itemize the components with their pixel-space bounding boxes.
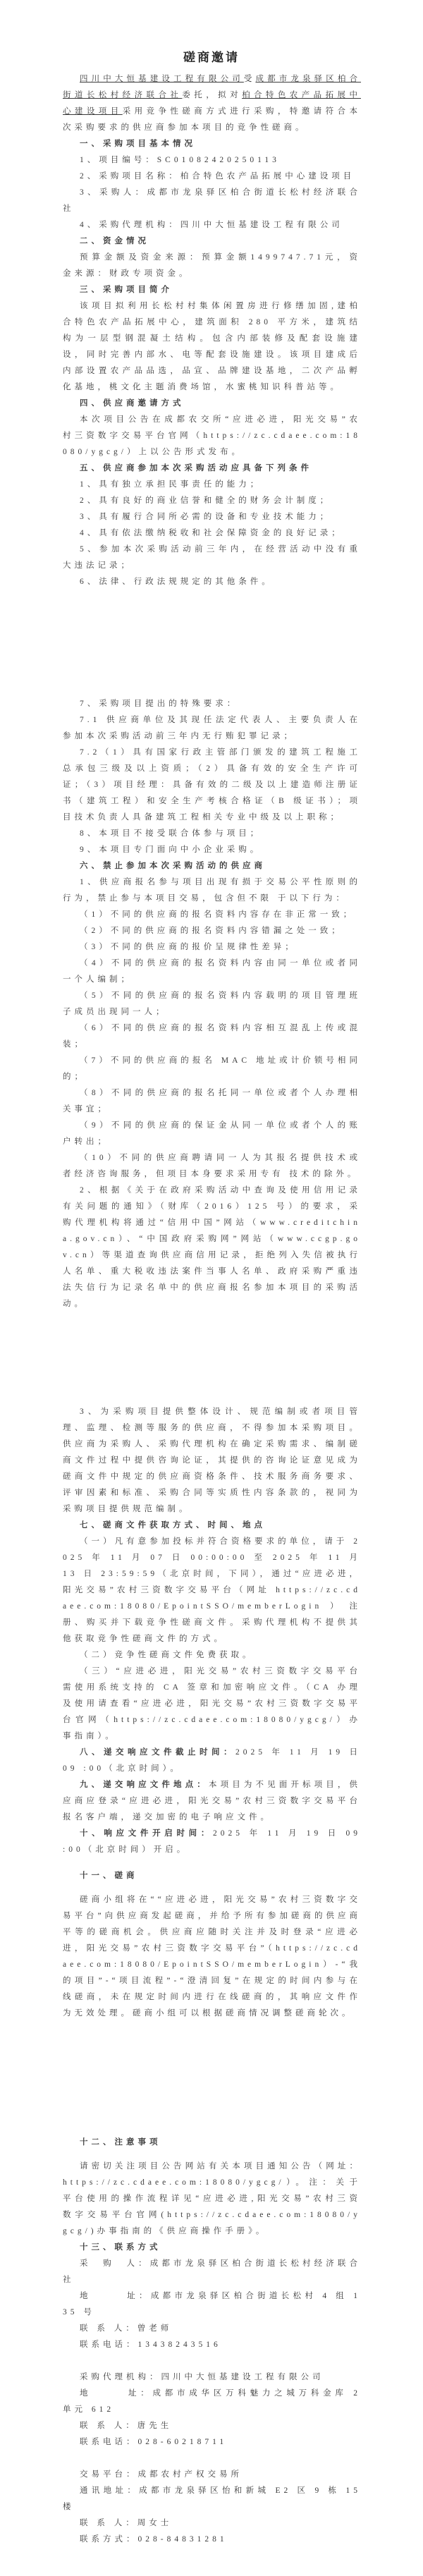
behavior-item: （1）不同的供应商的报名资料内容存在非正常一致；: [80, 910, 355, 919]
purchaser-name: 成都市龙泉驿区柏合街道长松村经济联合社: [63, 75, 362, 99]
label: 十、响应文件开启时间：: [80, 1829, 214, 1838]
label: 九、递交响应文件地点：: [80, 1781, 209, 1789]
condition-item: 1、具有独立承担民事责任的能力；: [80, 480, 262, 489]
project-number: 1、项目编号：SC01082420250113: [80, 156, 280, 164]
condition-item: 5、参加本次采购活动前三年内，在经营活动中没有重大违法记录；: [63, 545, 361, 570]
section-heading: 十一、磋商: [80, 1872, 138, 1880]
project-name: 柏合特色农产品拓展中心建设项目: [63, 91, 361, 116]
condition-item: 8、本项目不接受联合体参与项目；: [80, 829, 262, 838]
behavior-item: （10）不同的供应商聘请同一人为其报名提供技术或者经济咨询服务，但项目本身要求采用专有 技术的除外。: [63, 1154, 361, 1178]
intro-text: 委托，拟对: [182, 91, 243, 99]
value: 本项目为不见面开标项目，供应商应登录“应进必进，阳光交易”农村三资数字交易平台报名客户端，递交加密的电子响应文件。: [63, 1781, 362, 1821]
document-body: [63, 71, 361, 2576]
document-acquisition: （一）凡有意参加投标并符合资格要求的单位，请于 2025 年 11 月 07 日 00:00:00 至 2025 年 11 月 13 日 23:59:59（北京时间，下同），通过“应进必进，阳光交易”农村三资数字交易平台（网址 https://zc.cdaee.com:18080/EpointSSO/memberLogin）注册、购买并下载竞争性磋商文件。采购代理机构不提供其他获取竞争性磋商文件的方式。: [63, 1537, 361, 1643]
purchaser: 3、采购人：成都市龙泉驿区柏合街道长松村经济联合社: [63, 188, 361, 213]
condition-item: 7.1 供应商单位及其现任法定代表人、主要负责人在参加本次采购活动前三年内无行贿犯罪记录；: [63, 716, 361, 740]
intro-text: 采用竞争性磋商方式进行采购，特邀请符合本次采购要求的供应商参加本项目的竞争性磋商。: [63, 107, 361, 132]
contact-line: 联系方式：028-84831281: [80, 2535, 228, 2544]
budget: 预算金额及资金来源：预算金额1499747.71元，资金来源：财政专项资金。: [63, 253, 361, 278]
behavior-item: （8）不同的供应商的报名托同一单位或者个人办理相关事宜；: [63, 1089, 361, 1113]
submission-deadline: [63, 1745, 361, 1777]
value: 2025 年 11 月 19 日 09 :00（北京时间）。: [63, 1748, 361, 1773]
behavior-item: （6）不同的供应商的报名资料内容相互混乱上传或混装；: [63, 1024, 361, 1049]
behavior-list: [63, 907, 361, 1150]
behavior-item: （2）不同的供应商的报名资料内容错漏之处一致；: [80, 927, 343, 935]
contact-line: 联系电话：13438243516: [80, 2340, 221, 2349]
condition-item: 9、本项目专门面向中小企业采购。: [80, 846, 262, 854]
condition-item: 7.2（1）具有国家行政主管部门颁发的建筑工程施工总承包三级及以上资质；（2）具备有效的安全生产许可证；（3）项目经理：具备有效的二级及以上建造师注册证书（建筑工程）和安全生产考核合格证（B 级证书）；项目技术负责人具备建筑工程相关专业中级及以上职称；: [63, 748, 361, 822]
behavior-item: （7）不同的供应商的报名 MAC 地址或计价锁号相同的；: [63, 1056, 361, 1081]
behavior-item: （9）不同的供应商的保证金从同一单位或者个人的账户转出；: [63, 1121, 361, 1146]
section-heading: 三、采购项目简介: [80, 286, 173, 294]
procurement-agency: 4、采购代理机构：四川中大恒基建设工程有限公司: [80, 221, 343, 229]
value: 2025 年 11 月 19 日 09 :00（北京时间）开启。: [63, 1829, 362, 1854]
prohibition-paragraph: 3、为采购项目提供整体设计、规范编制或者项目管理、监理、检测等服务的供应商，不得参加本采购项目。供应商为采购人、采购代理机构在确定采购需求、编制磋商文件过程中提供咨询论证，其提供的咨询论证意见成为磋商文件中规定的供应商资格条件、技术服务商务要求、评审因素和标准、采购合同等实质性内容条款的，视同为采购项目提供规范编制。: [63, 1408, 361, 1513]
behavior-item: （5）不同的供应商的报名资料内容载明的项目管理班子成员出现同一人；: [63, 991, 361, 1016]
contact-line: 交易平台：成都农村产权交易所: [80, 2470, 243, 2479]
notice-paragraph: 请密切关注项目公告网站有关本项目通知公告（网址：https://zc.cdaee.com:18080/ygcg/）。注：关于平台使用的操作流程详见“应进必进,阳光交易”农村三资数字交易平台官网(https://zc.cdaee.com:18080/ygcg/)办事指南的《供应商操作手册》。: [63, 2162, 361, 2235]
contact-line: 通讯地址：成都市龙泉驿区怡和新城 E2 区 9 栋 15 楼: [63, 2486, 361, 2511]
section-heading: 一、采购项目基本情况: [80, 140, 196, 148]
section-heading: 四、供应商邀请方式: [80, 399, 185, 408]
section-heading: 七、磋商文件获取方式、时间、地点: [80, 1521, 266, 1530]
section-heading: 六、禁止参加本次采购活动的供应商: [80, 862, 266, 870]
condition-item: 4、具有依法缴纳税收和社会保障资金的良好记录；: [80, 529, 343, 537]
label: 八、递交响应文件截止时间：: [80, 1748, 236, 1757]
contact-line: 采购代理机构：四川中大恒基建设工程有限公司: [80, 2373, 324, 2381]
project-title: 2、采购项目名称：柏合特色农产品拓展中心建设项目: [80, 172, 355, 181]
credit-check-paragraph: 2、根据《关于在政府采购活动中查询及使用信用记录有关问题的通知》（财库（2016）125 号）的要求，采购代理机构将通过“信用中国”网站（www.creditchina.gov.cn）、“中国政府采购网”网站（www.ccgp.gov.cn）等渠道查询供应商信用记录，拒绝列入失信被执行人名单、重大税收违法案件当事人名单、政府采购严重违法失信行为记录名单中的供应商报名参加本项目的采购活动。: [63, 1186, 361, 1308]
condition-item: 6、法律、行政法规规定的其他条件。: [80, 578, 274, 586]
contact-line: 地 址：成都市龙泉驿区柏合街道长松村 4 组 135 号: [63, 2292, 361, 2316]
section-heading: 二、资金情况: [80, 237, 149, 245]
contact-line: 联 系 人：曾老师: [80, 2324, 173, 2333]
contact-line: 采 购 人：成都市龙泉驿区柏合街道长松村经济联合社: [63, 2259, 361, 2284]
behavior-item: （4）不同的供应商的报名资料内容由同一单位或者同一个人编制；: [63, 959, 361, 984]
condition-item: 7、采购项目提出的特殊要求：: [80, 700, 239, 708]
consultation-paragraph: 磋商小组将在““应进必进，阳光交易”农村三资数字交易平台”向供应商发起磋商，并给予所有参加磋商的供应商平等的磋商机会。供应商应随时关注并及时登录“应进必进，阳光交易”农村三资数字交易平台”（https://zc.cdaee.com:18080/EpointSSO/memberLogin）-“我的项目”-“项目流程”-“澄清回复”在规定的时间内参与在线磋商，未在规定时间内进行在线磋商的，其响应文件作为无效处理。磋商小组可以根据磋商情况调整磋商轮次。: [63, 1896, 361, 2018]
document-acquisition: （二）竞争性磋商文件免费获取。: [80, 1651, 255, 1659]
document-acquisition: （三）“应进必进，阳光交易”农村三资数字交易平台需使用系统支持的 CA 签章和加密响应文件。（CA 办理及使用请查看“应进必进，阳光交易”农村三资数字交易平台官网（https://zc.cdaee.com:18080/ygcg/）办事指南）。: [63, 1667, 361, 1740]
intro-text: 受: [243, 75, 256, 83]
section-heading: 十三、联系方式: [80, 2243, 161, 2252]
contact-line: 地 址：成都市成华区万科魅力之城万科金库 2 单元 612: [63, 2389, 361, 2414]
invitation-method: 本次项目公告在成都农交所“应进必进，阳光交易”农村三资数字交易平台官网（https://zc.cdaee.com:18080/ygcg/）上以公告形式发布。: [63, 415, 361, 456]
document-title: 磋商邀请: [183, 51, 240, 64]
condition-item: 2、具有良好的商业信誉和健全的财务会计制度；: [80, 496, 332, 505]
section-heading: 十二、注意事项: [80, 2138, 161, 2147]
project-description: 该项目拟利用长松村村集体闲置房进行修缮加固,建柏合特色农产品拓展中心，建筑面积 280 平方米，建筑结构为一层型钢混凝土结构。包含内部装修及配套设施建设，同时完善内部水、电等配套设施建设。该项目建成后内部设置农产品品选，品宣、品牌建设基地，二次产品孵化基地，桃文化主题消费场馆，水蜜桃知识科普站等。: [63, 302, 361, 391]
contact-line: 联系电话：028-60218711: [80, 2438, 228, 2446]
contact-line: 联 系 人：唐先生: [80, 2422, 173, 2430]
intro-paragraph: [63, 71, 361, 136]
submission-location: [63, 1777, 361, 1826]
behavior-item: （3）不同的供应商的报价呈规律性差异；: [80, 943, 297, 951]
condition-item: 3、具有履行合同所必需的设备和专业技术能力；: [80, 513, 332, 521]
contact-line: 联 系 人：周女士: [80, 2519, 173, 2527]
agency-name: 四川中大恒基建设工程有限公司: [80, 75, 244, 83]
section-heading: 五、供应商参加本次采购活动应具备下列条件: [80, 464, 312, 472]
opening-time: [63, 1826, 361, 1858]
prohibition-paragraph: 1、供应商报名参与项目出现有损于交易公平性原则的行为，禁止参与本项目交易，包含但不限 于以下行为：: [63, 878, 361, 903]
